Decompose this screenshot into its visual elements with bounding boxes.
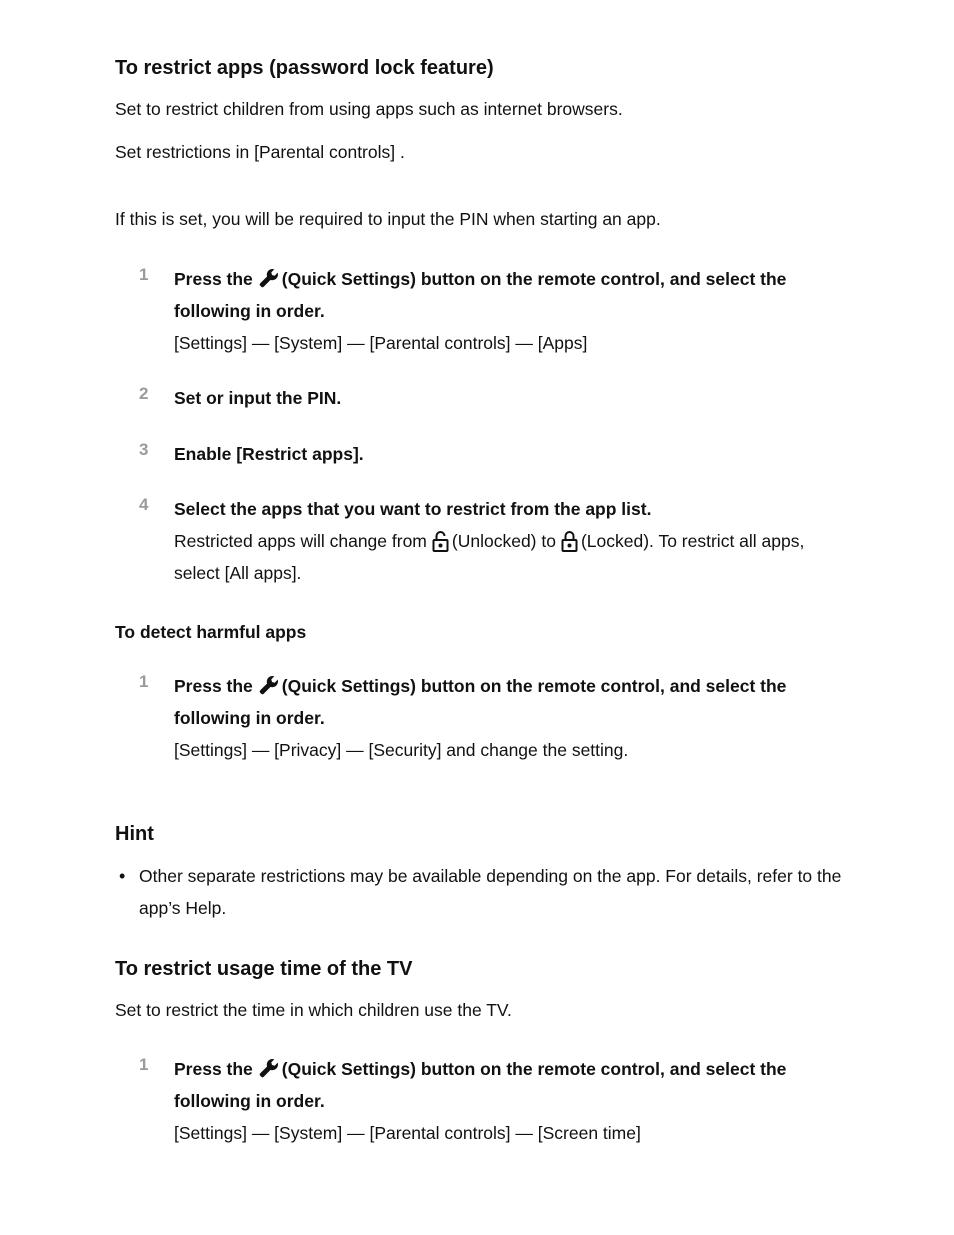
step-instruction: Select the apps that you want to restrict from the app list.: [174, 499, 652, 519]
step-instruction: Set or input the PIN.: [174, 388, 342, 408]
step-number: 1: [139, 672, 149, 691]
wrench-icon: [258, 1057, 280, 1079]
step-instruction-lead: Press the: [174, 676, 253, 696]
restrict-apps-set-in: Set restrictions in [Parental controls] .: [115, 142, 405, 162]
step-path: [Settings] — [Privacy] — [Security] and change the setting.: [174, 740, 629, 760]
step-instruction-lead: Press the: [174, 269, 253, 289]
usage-time-intro: Set to restrict the time in which children use the TV.: [115, 1000, 512, 1020]
hint-title: Hint: [115, 823, 154, 845]
unlocked-padlock-icon: [431, 529, 450, 553]
restrict-apps-step-4: [115, 493, 855, 593]
step-number: 3: [139, 440, 149, 459]
harmful-apps-step-1: [115, 670, 855, 770]
step-instruction-rest: (Quick Settings) button on the remote control, and select the following in order.: [174, 1059, 787, 1111]
step-instruction: [174, 670, 854, 734]
restrict-apps-intro: Set to restrict children from using apps such as internet browsers.: [115, 99, 623, 119]
step-number: 2: [139, 384, 149, 403]
section-title-detect-harmful-apps: To detect harmful apps: [115, 622, 307, 642]
section-title-usage-time: To restrict usage time of the TV: [115, 958, 413, 980]
step-detail-part-1: Restricted apps will change from: [174, 531, 427, 551]
restrict-apps-note: If this is set, you will be required to input the PIN when starting an app.: [115, 209, 661, 229]
restrict-apps-step-1: [115, 263, 855, 363]
step-detail-part-2: (Unlocked) to: [451, 531, 556, 551]
step-instruction: [174, 263, 854, 327]
section-title-restrict-apps: To restrict apps (password lock feature): [115, 57, 494, 79]
wrench-icon: [258, 267, 280, 289]
step-detail-part-3: (Locked). To restrict all apps, select [All apps].: [174, 531, 805, 583]
hint-list: [115, 860, 845, 924]
step-path: [Settings] — [System] — [Parental controls] — [Apps]: [174, 333, 588, 353]
step-instruction: Enable [Restrict apps].: [174, 444, 364, 464]
step-path: [Settings] — [System] — [Parental controls] — [Screen time]: [174, 1123, 641, 1143]
step-number: 1: [139, 265, 149, 284]
step-instruction-rest: (Quick Settings) button on the remote control, and select the following in order.: [174, 269, 787, 321]
step-instruction: [174, 1053, 854, 1117]
step-number: 1: [139, 1055, 149, 1074]
step-detail: [174, 525, 854, 589]
wrench-icon: [258, 674, 280, 696]
usage-time-step-1: [115, 1053, 855, 1153]
locked-padlock-icon: [560, 529, 579, 553]
step-instruction-rest: (Quick Settings) button on the remote control, and select the following in order.: [174, 676, 787, 728]
step-number: 4: [139, 495, 149, 514]
step-instruction-lead: Press the: [174, 1059, 253, 1079]
hint-item: • Other separate restrictions may be available depending on the app. For details, refer to the app’s Help.: [115, 860, 845, 924]
